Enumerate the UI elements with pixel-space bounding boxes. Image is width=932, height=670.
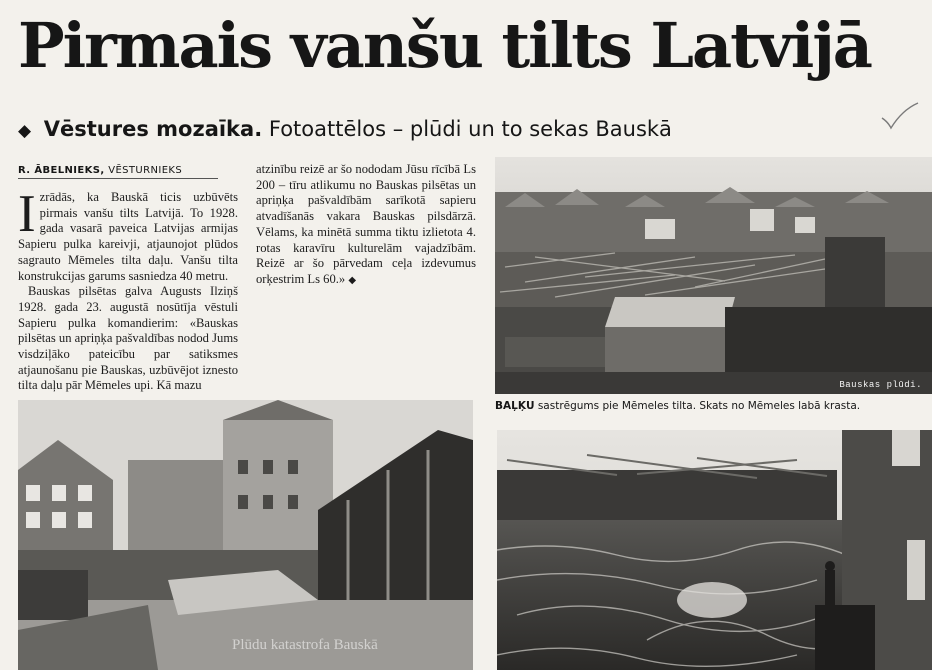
kicker-series: Vēstures mozaīka. (43, 117, 263, 141)
end-mark-icon: ◆ (348, 274, 357, 286)
byline-role: VĒSTURNIEKS (108, 165, 183, 176)
article-paragraph-1: I zrādās, ka Bauskā ticis uzbūvēts pirmais vanšu tilts Latvijā. To 1928. gada vasarā paveica Latvijas armijas Sapieru pulka kareivji, atjaunojot plūdos sagrauto Mēmeles tilta daļu. Vanšu tilta konstrukcijas garums sasniedza 40 metru. (18, 185, 238, 283)
diamond-bullet-icon: ◆ (18, 121, 32, 141)
article-paragraph-2-continued: atzinību reizē ar šo nododam Jūsu rīcībā Ls 200 – tīru atlikumu no Bauskas pilsētas un apriņķa pašvaldībām sarīkotā sapieru atvadīšanās vakara Bauskas pilsdārzā. Vēlams, ka minētā summa tiktu izlietota 4. rotas karavīru kulturelām vajadzībām. Reizē ar šo pārvedam ceļa izdevumus orķestrim Ls 60.» ◆ (256, 162, 476, 286)
photo1-inscription: Bauskas plūdi. (839, 380, 922, 390)
byline-name: R. ĀBELNIEKS, (18, 165, 105, 176)
photo2-inscription: Plūdu katastrofa Bauskā (232, 637, 378, 653)
photo-flood-river (497, 430, 932, 670)
photo-flood-street (18, 400, 473, 670)
kicker (18, 114, 672, 146)
article-column-2 (256, 162, 476, 289)
headline: Pirmais vanšu tilts Latvijā (18, 9, 871, 82)
article-column-1 (18, 185, 239, 394)
checkmark-icon (880, 102, 920, 130)
article-paragraph-2: Bauskas pilsētas galva Augusts Ilziņš 1928. gada 23. augustā nosūtīja vēstuli Sapieru pulka komandierim: «Bauskas pilsētas un apriņķa pašvaldības nodod Jums visdziļāko pateicību par satiksmes atjaunošanu pie Bauskas, uzbūvējot iznesto tilta daļu pār Mēmeles upi. Kā mazu (18, 284, 239, 393)
drop-cap: I (18, 185, 36, 243)
photo-log-jam (495, 157, 932, 394)
byline (18, 165, 218, 179)
kicker-subtitle: Fotoattēlos – plūdi un to sekas Bauskā (268, 117, 672, 141)
photo-caption: BAĻĶU sastrēgums pie Mēmeles tilta. Skats no Mēmeles labā krasta. (495, 400, 861, 412)
